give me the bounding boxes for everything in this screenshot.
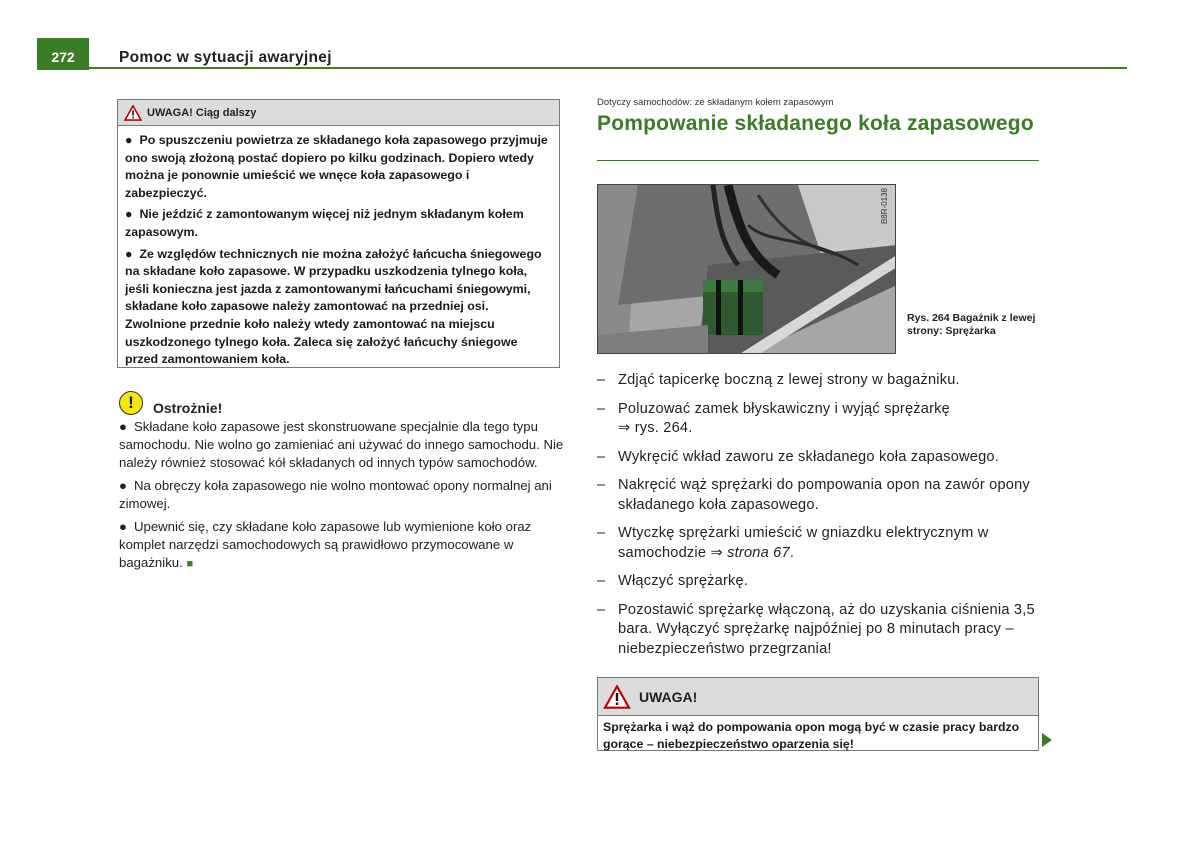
warning-triangle-icon: [124, 105, 142, 121]
step-item: – Nakręcić wąż sprężarki do pompowania opon na zawór opony składanego koła zapasowego.: [597, 477, 1030, 513]
bullet-icon: ●: [119, 478, 127, 493]
bullet-icon: ●: [125, 246, 133, 261]
figure-ref-arrow-icon: ⇒: [618, 420, 631, 436]
photo-reference-code: B8R-0138: [880, 188, 889, 225]
step-item: – Poluzować zamek błyskawiczny i wyjąć sprężarkę ⇒ rys. 264.: [597, 400, 950, 436]
warning-item: ● Nie jeździć z zamontowanym więcej niż jednym składanym kołem zapasowym.: [125, 207, 524, 239]
bullet-icon: ●: [125, 133, 133, 147]
warning-continued-box: [117, 99, 560, 368]
applies-to-note: Dotyczy samochodów: ze składanym kołem zapasowym: [597, 97, 834, 108]
warning-title: UWAGA!: [639, 688, 698, 705]
caution-item: ● Składane koło zapasowe jest skonstruowane specjalnie dla tego typu samochodu. Nie wolno go zamieniać ani używać do innego samochodu. Nie należy również stosować kół składanych od innych typów samochodów.: [119, 419, 564, 470]
page-reference-link[interactable]: strona 67: [727, 544, 790, 561]
caution-title: Ostrożnie!: [153, 400, 223, 416]
procedure-steps: [597, 371, 1042, 668]
warning-item: ● Ze względów technicznych nie można założyć łańcucha śniegowego na składane koło zapasowe. W przypadku uszkodzenia tylnego koła, jeśli konieczna jest jazda z zamontowanymi łańcuchami śniegowymi, składane koło zapasowe należy zamontować na przedniej osi. Zwolnione przednie koło należy wtedy zamontować na miejscu uszkodzonego tylnego koła. Zaleca się założyć łańcuchy śniegowe przed zamontowaniem koła.: [125, 246, 542, 367]
warning-continued-header: [118, 100, 559, 126]
figure-caption: Rys. 264 Bagażnik z lewej strony: Sprężarka: [907, 312, 1036, 337]
step-item: – Wykręcić wkład zaworu ze składanego koła zapasowego.: [597, 448, 999, 465]
page-ref-arrow-icon: ⇒: [710, 544, 723, 561]
caution-body: [119, 418, 564, 578]
warning-continued-title: UWAGA! Ciąg dalszy: [147, 106, 257, 119]
warning-item: ● Po spuszczeniu powietrza ze składanego koła zapasowego przyjmuje ono swoją złożoną postać dopiero po kilku godzinach. Dopiero wtedy można je ponownie umieścić we wnęce koła zapasowego i zabezpieczyć.: [125, 133, 548, 200]
header-divider: [89, 67, 1127, 69]
step-item: – Zdjąć tapicerkę boczną z lewej strony w bagażniku.: [597, 372, 960, 388]
section-title: Pompowanie składanego koła zapasowego: [597, 112, 1034, 135]
continued-arrow-icon: [1042, 733, 1052, 747]
trunk-compressor-photo: [597, 184, 896, 354]
end-of-section-icon: ■: [186, 558, 194, 570]
figure-reference-link[interactable]: rys. 264.: [634, 420, 693, 436]
step-item: – Pozostawić sprężarkę włączoną, aż do uzyskania ciśnienia 3,5 bara. Wyłączyć sprężarkę najpóźniej po 8 minutach pracy – niebezpieczeństwo przegrzania!: [597, 601, 1035, 657]
section-title-divider: [597, 160, 1039, 161]
warning-header: [598, 678, 1038, 716]
warning-box: [597, 677, 1039, 751]
bullet-icon: ●: [119, 519, 127, 534]
caution-header: [119, 390, 222, 416]
trunk-photo-illustration: [598, 185, 896, 354]
chapter-title: Pomoc w sytuacji awaryjnej: [119, 49, 332, 66]
warning-triangle-icon: [603, 685, 631, 709]
caution-exclamation-icon: !: [119, 391, 143, 415]
page-number: 272: [37, 38, 89, 70]
caution-item: ● Upewnić się, czy składane koło zapasowe lub wymienione koło oraz komplet narzędzi samochodowych są prawidłowo przymocowane w bagażniku. ■: [119, 519, 532, 570]
step-item: – Wtyczkę sprężarki umieścić w gniazdku elektrycznym w samochodzie ⇒ strona 67.: [597, 525, 989, 561]
bullet-icon: ●: [125, 207, 133, 222]
step-item: – Włączyć sprężarkę.: [597, 573, 749, 589]
bullet-icon: ●: [119, 419, 127, 434]
caution-item: ● Na obręczy koła zapasowego nie wolno montować opony normalnej ani zimowej.: [119, 478, 552, 511]
warning-continued-body: [118, 126, 559, 369]
warning-text: Sprężarka i wąż do pompowania opon mogą być w czasie pracy bardzo gorące – niebezpieczeństwo oparzenia się!: [603, 720, 1020, 751]
